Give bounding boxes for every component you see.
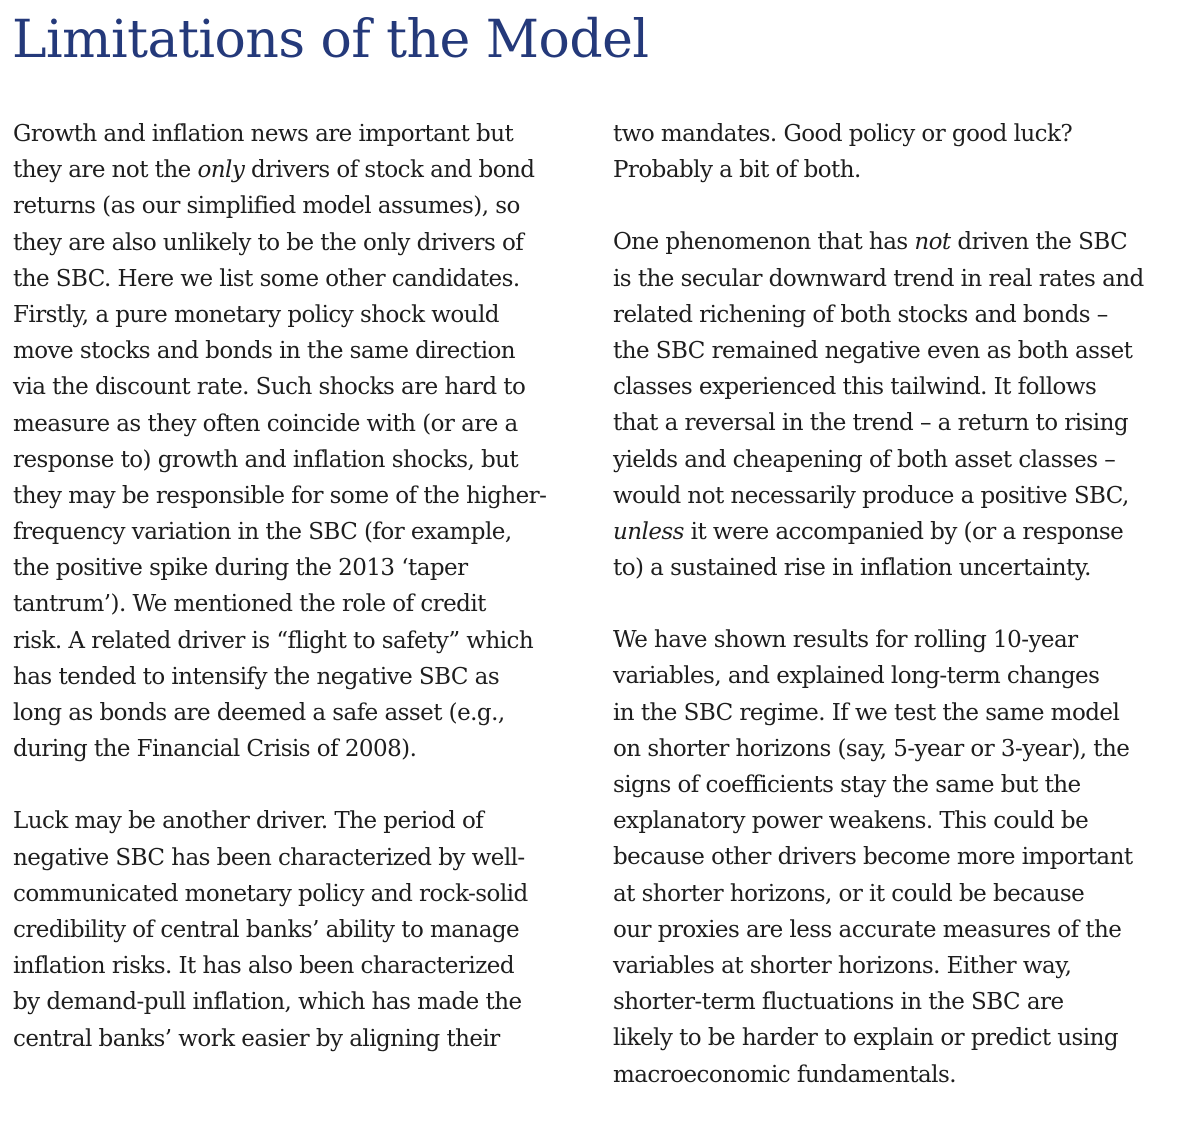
text-line: two mandates. Good policy or good luck? [613, 121, 1073, 147]
text-line: explanatory power weakens. This could be [613, 808, 1089, 835]
emphasized-word: not [914, 229, 951, 256]
text-line: inflation risks. It has also been characterized [13, 953, 515, 980]
text-line: likely to be harder to explain or predict using [613, 1025, 1119, 1052]
text-line: Growth and inflation news are important but [13, 121, 514, 147]
text-line: at shorter horizons, or it could be because [613, 880, 1085, 907]
text-line: the SBC. Here we list some other candidates. [13, 265, 520, 292]
left-column [13, 116, 581, 1093]
text-line: frequency variation in the SBC (for example, [13, 519, 512, 546]
paragraph [613, 622, 1181, 1092]
text-line: Luck may be another driver. The period of [13, 808, 484, 835]
text-line: Firstly, a pure monetary policy shock would [13, 301, 499, 328]
text-line: signs of coefficients stay the same but the [613, 772, 1081, 798]
text-line: that a reversal in the trend – a return to rising [613, 410, 1128, 437]
paragraph [13, 116, 581, 767]
text-line: measure as they often coincide with (or are a [13, 410, 518, 437]
text-line: variables, and explained long-term changes [613, 663, 1100, 690]
text-line: would not necessarily produce a positive SBC, [613, 482, 1129, 509]
emphasized-word: only [197, 157, 245, 184]
text-line: negative SBC has been characterized by well- [13, 844, 525, 871]
text-line: move stocks and bonds in the same direction [13, 338, 516, 365]
text-line: related richening of both stocks and bonds – [613, 301, 1108, 328]
text-line: during the Financial Crisis of 2008). [13, 736, 417, 763]
text-line: We have shown results for rolling 10-year [613, 627, 1078, 654]
text-line: Probably a bit of both. [613, 157, 861, 184]
text-line: has tended to intensify the negative SBC as [13, 663, 500, 690]
text-line: communicated monetary policy and rock-solid [13, 880, 528, 907]
text-line: classes experienced this tailwind. It follows [613, 374, 1097, 401]
text-line: risk. A related driver is “flight to safety” which [13, 627, 534, 654]
text-line: central banks’ work easier by aligning their [13, 1025, 500, 1052]
text-line: the SBC remained negative even as both asset [613, 337, 1133, 364]
text-line: on shorter horizons (say, 5-year or 3-year), the [613, 735, 1130, 762]
text-line: returns (as our simplified model assumes), so [13, 193, 520, 220]
text-line: One phenomenon that has not driven the SBC [613, 229, 1128, 256]
text-line: they are also unlikely to be the only drivers of [13, 229, 524, 256]
text-line: they may be responsible for some of the higher- [13, 482, 547, 509]
text-line: response to) growth and inflation shocks, but [13, 446, 519, 473]
text-line: our proxies are less accurate measures of the [613, 916, 1122, 943]
text-line: unless it were accompanied by (or a response [613, 518, 1124, 545]
text-line: yields and cheapening of both asset classes – [613, 446, 1116, 473]
text-line: by demand-pull inflation, which has made the [13, 989, 522, 1016]
text-line: long as bonds are deemed a safe asset (e.g., [13, 700, 505, 726]
text-line: shorter-term fluctuations in the SBC are [613, 989, 1064, 1016]
paragraph [613, 224, 1181, 586]
text-line: variables at shorter horizons. Either way, [613, 952, 1072, 979]
paragraph [13, 803, 581, 1056]
text-line: because other drivers become more important [613, 844, 1133, 871]
text-line: the positive spike during the 2013 ‘taper [13, 555, 468, 582]
text-line: they are not the only drivers of stock and bond [13, 157, 535, 184]
text-line: via the discount rate. Such shocks are hard to [13, 374, 526, 401]
right-column [613, 116, 1181, 1129]
text-line: is the secular downward trend in real rates and [613, 265, 1144, 292]
text-line: to) a sustained rise in inflation uncertainty. [613, 555, 1091, 582]
text-line: macroeconomic fundamentals. [613, 1061, 956, 1088]
text-line: in the SBC regime. If we test the same model [613, 699, 1120, 726]
emphasized-word: unless [613, 518, 684, 545]
paragraph [613, 116, 1181, 188]
page-title: Limitations of the Model [12, 10, 649, 70]
text-line: credibility of central banks’ ability to manage [13, 916, 520, 943]
text-line: tantrum’). We mentioned the role of credit [13, 591, 486, 618]
